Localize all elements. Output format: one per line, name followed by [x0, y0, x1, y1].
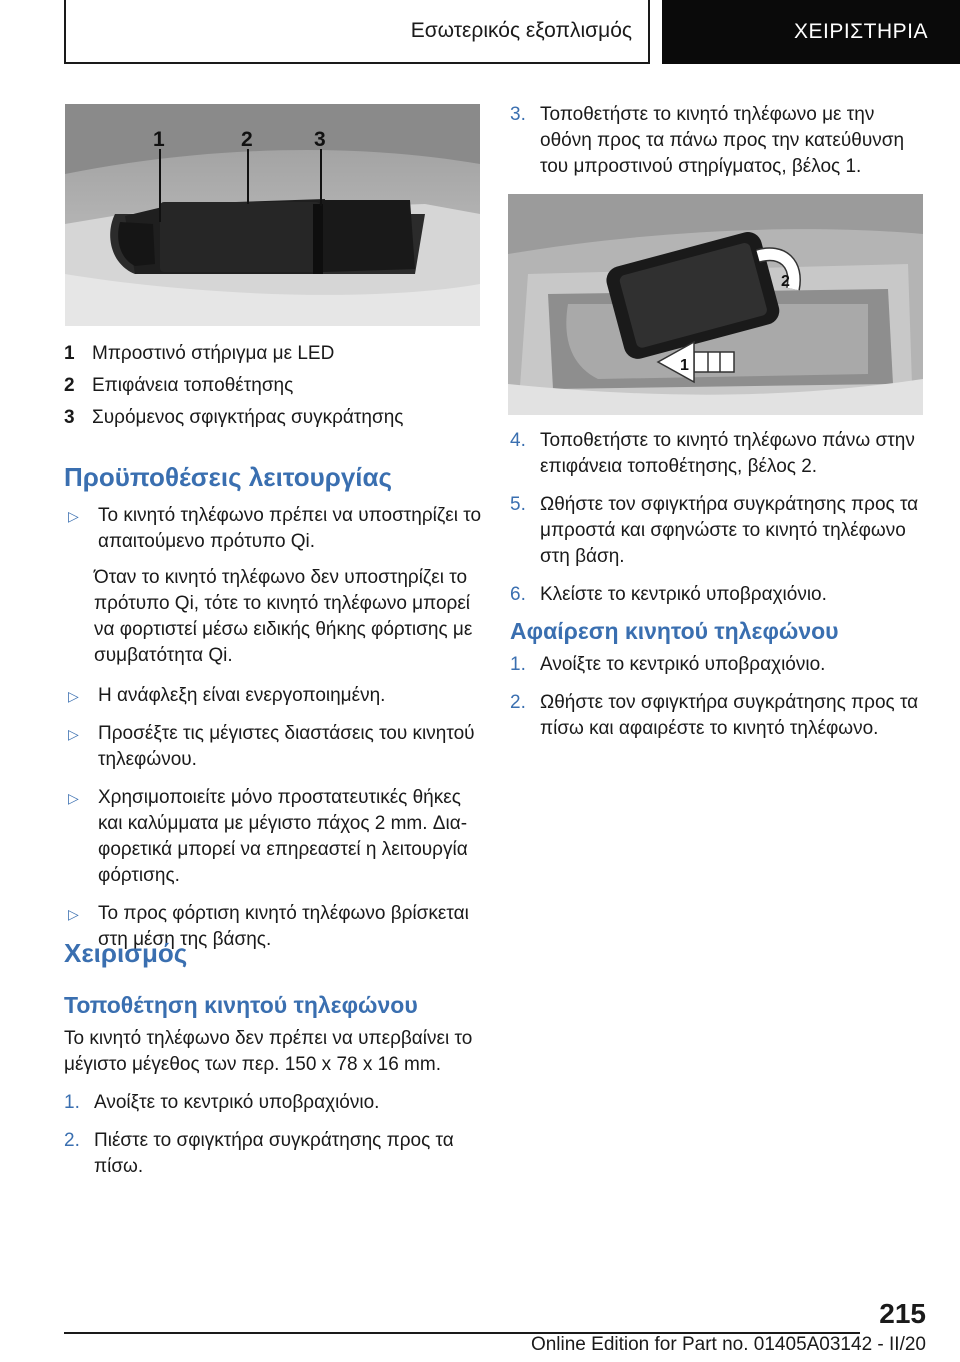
placing-intro: Το κινητό τηλέφωνο δεν πρέπει να υπερβαίνει το μέγιστο μέγεθος των περ. 150 x 78 x 16 mm.	[64, 1028, 473, 1075]
step-text: Πιέστε το σφιγκτήρα συγκράτησης προς τα πίσω.	[94, 1130, 454, 1177]
step-item	[510, 690, 928, 742]
step-text: Τοποθετήστε το κινητό τηλέφωνο με την οθόνη προς τα πάνω προς την κατεύθυνση του μπροστινού στηρίγματος, βέλος 1.	[540, 104, 905, 177]
figure-legend	[64, 338, 484, 434]
list-item	[64, 683, 484, 709]
list-item-text: Προσέξτε τις μέγιστες διαστάσεις του κινητού τηλεφώνου.	[98, 723, 475, 770]
prerequisites-heading: Προϋποθέσεις λειτουργίας	[64, 462, 393, 492]
removing-steps	[510, 652, 928, 754]
step-text: Ωθήστε τον σφιγκτήρα συγκράτησης προς τα μπροστά και σφηνώστε το κινητό τηλέφωνο στη βάση.	[540, 494, 919, 567]
step-item	[64, 1090, 484, 1116]
step-number: 1.	[64, 1092, 80, 1113]
triangle-bullet-icon: ▷	[68, 726, 79, 742]
chapter-title	[662, 0, 960, 64]
placing-heading: Τοποθέτηση κινητού τηλεφώνου	[64, 992, 418, 1018]
step-item	[64, 1128, 484, 1180]
legend-text: Μπροστινό στήριγμα με LED	[92, 343, 335, 364]
triangle-bullet-icon: ▷	[68, 508, 79, 524]
list-item-text: Το προς φόρτιση κινητό τηλέφωνο βρίσκεται στη μέση της βάσης.	[98, 903, 469, 950]
arrow-1-label: 1	[680, 357, 689, 374]
legend-item	[64, 370, 484, 402]
step-number: 4.	[510, 430, 526, 451]
arrow-2-label: 2	[781, 273, 790, 290]
step-text: Ανοίξτε το κεντρικό υποβραχιόνιο.	[94, 1092, 380, 1113]
page-number: 215	[879, 1298, 926, 1329]
callout-2: 2	[241, 128, 253, 151]
callout-3: 3	[314, 128, 326, 151]
charging-tray-photo	[65, 104, 480, 326]
removing-heading: Αφαίρεση κινητού τηλεφώνου	[510, 618, 839, 644]
legend-number: 3	[64, 407, 75, 428]
step-item	[510, 582, 928, 608]
callout-1: 1	[153, 128, 165, 151]
list-item	[64, 721, 484, 773]
step-number: 1.	[510, 654, 526, 675]
step-number: 5.	[510, 494, 526, 515]
footer-edition: Online Edition for Part no. 01405A03142 - II/20	[530, 1334, 926, 1355]
step-number: 6.	[510, 584, 526, 605]
placing-steps-left	[64, 1090, 484, 1192]
placing-step-3	[510, 102, 928, 192]
step-text: Ωθήστε τον σφιγκτήρα συγκράτησης προς τα πίσω και αφαιρέστε το κινητό τηλέφωνο.	[540, 692, 919, 739]
step-item	[510, 428, 928, 480]
list-item-text: Το κινητό τηλέφωνο πρέπει να υποστηρίζει το απαιτούμενο πρότυπο Qi.	[98, 505, 482, 552]
legend-item	[64, 402, 484, 434]
step-text: Κλείστε το κεντρικό υποβραχιόνιο.	[540, 584, 827, 605]
triangle-bullet-icon: ▷	[68, 790, 79, 806]
legend-text: Συρόμενος σφιγκτήρας συγκράτησης	[92, 407, 404, 428]
step-item	[510, 652, 928, 678]
step-number: 2.	[510, 692, 526, 713]
list-item	[64, 503, 484, 555]
list-item-note: Όταν το κινητό τηλέφωνο δεν υποστηρίζει το πρότυπο Qi, τότε το κινητό τηλέφωνο μπορεί να φορτιστεί μέσω ειδικής θήκης φόρτισης με συμβατότητα Qi.	[94, 567, 473, 666]
triangle-bullet-icon: ▷	[68, 688, 79, 704]
phone-placement-photo	[508, 194, 923, 415]
list-item	[64, 785, 484, 889]
list-item-text: Η ανάφλεξη είναι ενεργοποιημένη.	[98, 685, 386, 706]
legend-text: Επιφάνεια τοποθέτησης	[92, 375, 294, 396]
placing-steps-right	[510, 428, 928, 620]
prerequisites-list	[64, 503, 484, 965]
step-number: 2.	[64, 1130, 80, 1151]
section-title-text: Εσωτερικός εξοπλισμός	[410, 19, 632, 42]
step-text: Τοποθετήστε το κινητό τηλέφωνο πάνω στην επιφάνεια τοποθέτησης, βέλος 2.	[540, 430, 915, 477]
operation-heading: Χειρισμός	[64, 938, 188, 968]
list-item-text: Χρησιμοποιείτε μόνο προστατευτικές θήκες και καλύμματα με μέγιστο πάχος 2 mm. Δια-φορετικά μπορεί να επηρεαστεί η λειτουργία φόρτισης.	[98, 787, 468, 886]
step-number: 3.	[510, 104, 526, 125]
step-item	[510, 492, 928, 570]
triangle-bullet-icon: ▷	[68, 906, 79, 922]
chapter-title-text: ΧΕΙΡΙΣΤΗΡΙΑ	[793, 20, 928, 43]
step-item	[510, 102, 928, 180]
legend-number: 1	[64, 343, 75, 364]
legend-item	[64, 338, 484, 370]
legend-number: 2	[64, 375, 75, 396]
step-text: Ανοίξτε το κεντρικό υποβραχιόνιο.	[540, 654, 826, 675]
section-title	[64, 0, 650, 64]
